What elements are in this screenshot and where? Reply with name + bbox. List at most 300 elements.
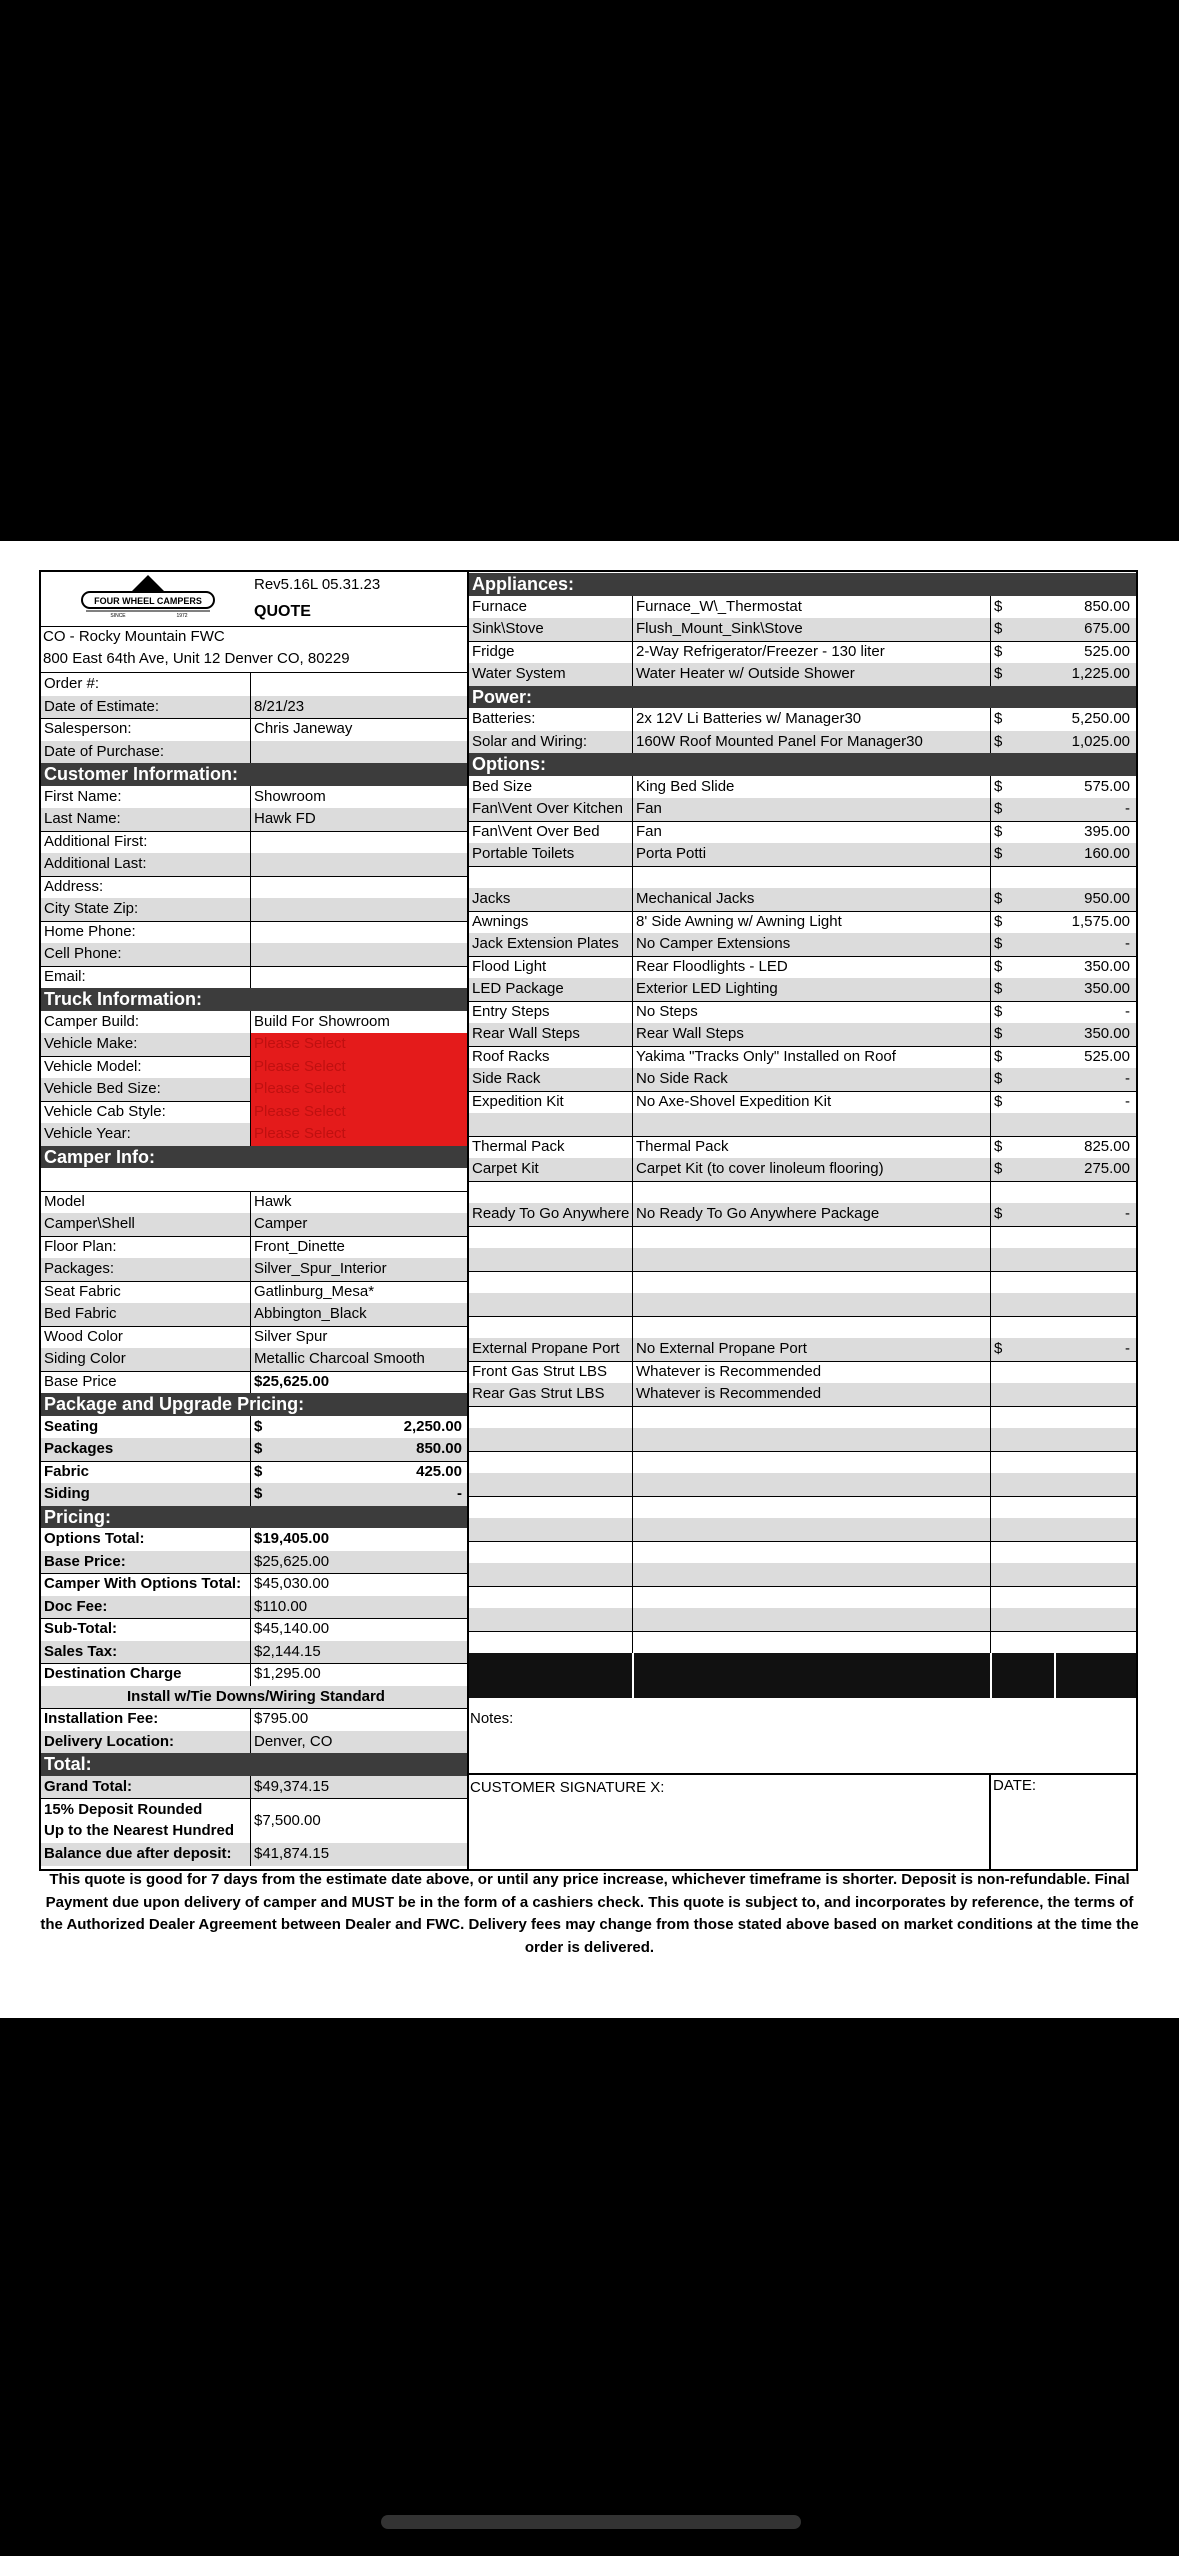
power-header: Power: — [469, 686, 1136, 709]
option-value — [632, 1293, 990, 1316]
option-row — [469, 1496, 1136, 1519]
option-currency — [990, 1563, 1054, 1586]
camper-row — [41, 1281, 468, 1304]
option-row — [469, 1406, 1136, 1429]
row-value: $2,144.15 — [250, 1641, 468, 1664]
option-row — [469, 1473, 1136, 1496]
row-label: Grand Total: — [44, 1777, 133, 1795]
truck-row — [41, 1011, 468, 1034]
option-row — [469, 1158, 1136, 1181]
row-currency: $ — [250, 1438, 310, 1461]
option-label: Front Gas Strut LBS — [472, 1362, 608, 1380]
option-amount: 1,575.00 — [1071, 912, 1130, 930]
option-value: Thermal Pack — [632, 1136, 990, 1159]
option-row — [469, 1113, 1136, 1136]
option-amount — [1054, 1541, 1136, 1564]
row-value: Please Select — [250, 1033, 468, 1056]
pricing-row — [41, 1618, 468, 1641]
option-currency — [990, 1383, 1054, 1406]
row-label: Camper\Shell — [44, 1215, 135, 1232]
option-value: 2x 12V Li Batteries w/ Manager30 — [632, 708, 990, 731]
option-currency — [990, 1631, 1054, 1654]
option-row — [469, 1428, 1136, 1451]
option-currency: $ — [990, 663, 1054, 686]
option-value: Carpet Kit (to cover linoleum flooring) — [632, 1158, 990, 1181]
option-currency — [990, 1316, 1054, 1339]
date-label: DATE: — [993, 1777, 1037, 1794]
dark-bar — [469, 1653, 1136, 1676]
option-amount — [1054, 1406, 1136, 1429]
option-value — [632, 1586, 990, 1609]
appliance-row — [469, 596, 1136, 619]
option-amount — [1054, 1293, 1136, 1316]
truck-row — [41, 1056, 468, 1079]
install-row — [41, 1708, 468, 1731]
option-label: Roof Racks — [472, 1047, 550, 1065]
pricing-row — [41, 1663, 468, 1686]
row-value: $25,625.00 — [250, 1371, 468, 1394]
option-currency: $ — [990, 1136, 1054, 1159]
option-currency: $ — [990, 933, 1054, 956]
dealer-name: CO - Rocky Mountain FWC — [43, 628, 225, 645]
option-label — [469, 1541, 632, 1564]
option-value: Exterior LED Lighting — [632, 978, 990, 1001]
option-row — [469, 1608, 1136, 1631]
row-label: Vehicle Model: — [44, 1057, 142, 1075]
option-amount — [1054, 1383, 1136, 1406]
option-value — [632, 866, 990, 889]
option-currency: $ — [990, 596, 1054, 619]
option-currency: $ — [990, 1001, 1054, 1024]
option-value — [632, 1316, 990, 1339]
row-label: Bed Fabric — [44, 1305, 117, 1322]
option-label — [469, 1226, 632, 1249]
option-label — [469, 1563, 632, 1586]
option-label: Rear Wall Steps — [472, 1025, 580, 1042]
deposit-label-line-1: 15% Deposit Rounded — [44, 1801, 203, 1818]
appliances-header: Appliances: — [469, 573, 1136, 596]
option-amount — [1054, 1496, 1136, 1519]
option-currency — [990, 1428, 1054, 1451]
option-label — [469, 1518, 632, 1541]
row-label: Camper Build: — [44, 1012, 140, 1030]
row-value: Please Select — [250, 1078, 468, 1101]
option-currency: $ — [990, 1203, 1054, 1226]
option-amount — [1054, 1361, 1136, 1384]
option-row — [469, 1248, 1136, 1271]
row-amount: 425.00 — [416, 1462, 462, 1480]
truck-row — [41, 1123, 468, 1146]
option-row — [469, 1001, 1136, 1024]
option-amount — [1054, 1248, 1136, 1271]
option-row — [469, 1338, 1136, 1361]
option-value: Porta Potti — [632, 843, 990, 866]
option-label — [469, 1271, 632, 1294]
option-amount — [1054, 1631, 1136, 1654]
camper-row — [41, 1348, 468, 1371]
option-currency — [990, 1361, 1054, 1384]
option-row — [469, 1226, 1136, 1249]
option-amount — [1054, 1608, 1136, 1631]
option-row — [469, 1091, 1136, 1114]
grand-total-row — [41, 1776, 468, 1799]
svg-text:SINCE: SINCE — [110, 613, 126, 619]
row-label: Doc Fee: — [44, 1597, 108, 1615]
option-amount — [1054, 1428, 1136, 1451]
option-amount: - — [1125, 1340, 1130, 1357]
option-label — [469, 1248, 632, 1271]
option-currency: $ — [990, 1023, 1054, 1046]
option-currency: $ — [990, 776, 1054, 799]
option-amount: 525.00 — [1084, 642, 1130, 660]
row-label: Vehicle Year: — [44, 1125, 131, 1142]
pricing-row — [41, 1573, 468, 1596]
install-note-row — [41, 1686, 468, 1709]
row-label: Vehicle Cab Style: — [44, 1102, 166, 1120]
row-label: Model — [44, 1192, 85, 1210]
row-value: Denver, CO — [250, 1731, 468, 1754]
row-value: Gatlinburg_Mesa* — [250, 1281, 468, 1304]
option-value — [632, 1473, 990, 1496]
option-amount — [1054, 1563, 1136, 1586]
option-label: Portable Toilets — [472, 845, 575, 862]
customer-row — [41, 898, 468, 921]
option-amount: 5,250.00 — [1071, 710, 1130, 727]
row-label: Packages: — [44, 1260, 115, 1277]
option-row — [469, 1361, 1136, 1384]
option-value — [632, 1406, 990, 1429]
option-label: Jacks — [472, 890, 511, 907]
option-row — [469, 1586, 1136, 1609]
row-label: Seating — [44, 1417, 99, 1435]
row-currency: $ — [250, 1416, 310, 1439]
home-indicator[interactable] — [381, 2515, 801, 2529]
option-label — [469, 1113, 632, 1136]
option-amount — [1054, 866, 1136, 889]
deposit-row — [41, 1798, 468, 1843]
option-currency: $ — [990, 731, 1054, 754]
option-amount — [1054, 1518, 1136, 1541]
option-value: Yakima "Tracks Only" Installed on Roof — [632, 1046, 990, 1069]
total-header: Total: — [41, 1753, 468, 1776]
option-value: No Ready To Go Anywhere Package — [632, 1203, 990, 1226]
option-row — [469, 1271, 1136, 1294]
option-label — [469, 1316, 632, 1339]
option-value: No Side Rack — [632, 1068, 990, 1091]
option-currency — [990, 1608, 1054, 1631]
option-amount: 850.00 — [1084, 597, 1130, 615]
row-value: Metallic Charcoal Smooth — [250, 1348, 468, 1371]
option-currency: $ — [990, 843, 1054, 866]
row-label: Vehicle Make: — [44, 1035, 138, 1052]
option-label: Fan\Vent Over Kitchen — [472, 800, 623, 817]
option-row — [469, 956, 1136, 979]
customer-row — [41, 831, 468, 854]
option-amount — [1054, 1473, 1136, 1496]
customer-row — [41, 943, 468, 966]
pricing-header: Pricing: — [41, 1506, 468, 1529]
row-value — [250, 966, 468, 989]
option-row — [469, 1541, 1136, 1564]
option-currency — [990, 1226, 1054, 1249]
option-label: Sink\Stove — [472, 620, 544, 637]
option-currency — [990, 1473, 1054, 1496]
option-currency: $ — [990, 1068, 1054, 1091]
row-value — [250, 853, 468, 876]
option-amount: 395.00 — [1084, 822, 1130, 840]
option-label: Rear Gas Strut LBS — [472, 1385, 605, 1402]
row-label: Balance due after deposit: — [44, 1845, 232, 1862]
customer-row — [41, 808, 468, 831]
row-label: Base Price: — [44, 1552, 126, 1570]
appliance-row — [469, 663, 1136, 686]
option-currency: $ — [990, 1046, 1054, 1069]
option-value: Whatever is Recommended — [632, 1361, 990, 1384]
row-label: Camper With Options Total: — [44, 1575, 242, 1592]
option-label — [469, 1608, 632, 1631]
dark-bar — [469, 1676, 1136, 1699]
truck-row — [41, 1033, 468, 1056]
row-label: Date of Purchase: — [44, 742, 165, 760]
row-value: Build For Showroom — [250, 1011, 468, 1034]
row-value: $110.00 — [250, 1596, 468, 1619]
row-label: Sales Tax: — [44, 1642, 118, 1660]
option-value: Fan — [632, 821, 990, 844]
option-label: Batteries: — [472, 710, 536, 727]
option-label — [469, 1496, 632, 1519]
option-label: Entry Steps — [472, 1002, 550, 1020]
option-label — [469, 866, 632, 889]
customer-row — [41, 876, 468, 899]
option-amount: 350.00 — [1084, 1025, 1130, 1042]
option-amount: 275.00 — [1084, 1160, 1130, 1177]
customer-signature-label: CUSTOMER SIGNATURE X: — [470, 1779, 665, 1796]
install-note: Install w/Tie Downs/Wiring Standard — [127, 1687, 385, 1705]
row-label: Base Price — [44, 1372, 117, 1390]
option-label — [469, 1293, 632, 1316]
upgrade-row — [41, 1416, 468, 1439]
option-currency — [990, 1541, 1054, 1564]
row-value — [250, 876, 468, 899]
option-value — [632, 1181, 990, 1204]
row-value: Showroom — [250, 786, 468, 809]
svg-text:1972: 1972 — [176, 613, 188, 619]
option-label: External Propane Port — [472, 1340, 620, 1357]
option-label — [469, 1451, 632, 1474]
option-label: Expedition Kit — [472, 1092, 564, 1110]
truck-row — [41, 1101, 468, 1124]
option-currency: $ — [990, 1091, 1054, 1114]
option-amount: - — [1125, 1002, 1130, 1020]
balance-value: $41,874.15 — [250, 1843, 468, 1866]
row-value: Silver_Spur_Interior — [250, 1258, 468, 1281]
camper-row — [41, 1258, 468, 1281]
option-label: Furnace — [472, 597, 528, 615]
option-currency: $ — [990, 1158, 1054, 1181]
option-amount — [1054, 1181, 1136, 1204]
option-label: Awnings — [472, 912, 529, 930]
option-label — [469, 1631, 632, 1654]
option-amount — [1054, 1113, 1136, 1136]
option-amount: 1,225.00 — [1071, 665, 1130, 682]
option-currency: $ — [990, 618, 1054, 641]
option-value: No Steps — [632, 1001, 990, 1024]
option-value: No Camper Extensions — [632, 933, 990, 956]
camper-row — [41, 1371, 468, 1394]
option-value — [632, 1248, 990, 1271]
customer-row — [41, 966, 468, 989]
option-value: No Axe-Shovel Expedition Kit — [632, 1091, 990, 1114]
row-amount: - — [457, 1485, 462, 1502]
option-row — [469, 911, 1136, 934]
option-currency — [990, 866, 1054, 889]
option-amount — [1054, 1271, 1136, 1294]
row-value — [250, 898, 468, 921]
option-row — [469, 776, 1136, 799]
deposit-value: $7,500.00 — [250, 1798, 468, 1843]
row-label: Seat Fabric — [44, 1282, 121, 1300]
row-value: Silver Spur — [250, 1326, 468, 1349]
row-label: Last Name: — [44, 810, 121, 827]
option-value — [632, 1271, 990, 1294]
option-row — [469, 1383, 1136, 1406]
truck-info-header: Truck Information: — [41, 988, 468, 1011]
pricing-row — [41, 1596, 468, 1619]
option-currency — [990, 1518, 1054, 1541]
four-wheel-campers-logo — [78, 573, 218, 619]
option-row — [469, 1518, 1136, 1541]
blank-row — [41, 1168, 468, 1191]
row-value: Hawk FD — [250, 808, 468, 831]
row-label: Floor Plan: — [44, 1237, 117, 1255]
power-row — [469, 708, 1136, 731]
row-label: Home Phone: — [44, 922, 136, 940]
row-value — [250, 673, 468, 696]
option-currency — [990, 1113, 1054, 1136]
option-amount — [1054, 1586, 1136, 1609]
row-value — [250, 831, 468, 854]
revision-label: Rev5.16L 05.31.23 — [254, 576, 381, 593]
row-label: Packages — [44, 1440, 114, 1457]
row-label: Order #: — [44, 675, 100, 692]
pricing-row — [41, 1641, 468, 1664]
row-value: $45,030.00 — [250, 1573, 468, 1596]
option-currency — [990, 1451, 1054, 1474]
option-currency: $ — [990, 978, 1054, 1001]
option-amount — [1054, 1451, 1136, 1474]
row-value — [250, 741, 468, 764]
option-value — [632, 1451, 990, 1474]
option-value — [632, 1226, 990, 1249]
row-value: Front_Dinette — [250, 1236, 468, 1259]
grand-total-value: $49,374.15 — [250, 1776, 468, 1799]
option-amount: 160.00 — [1084, 845, 1130, 862]
row-value: Please Select — [250, 1123, 468, 1146]
option-row — [469, 1023, 1136, 1046]
option-amount: 350.00 — [1084, 980, 1130, 997]
row-label: Installation Fee: — [44, 1710, 159, 1727]
option-value: Mechanical Jacks — [632, 888, 990, 911]
option-value — [632, 1496, 990, 1519]
row-value: $45,140.00 — [250, 1618, 468, 1641]
truck-row — [41, 1078, 468, 1101]
row-value: Camper — [250, 1213, 468, 1236]
option-amount: - — [1125, 800, 1130, 817]
balance-row — [41, 1843, 468, 1866]
info-row — [41, 696, 468, 719]
option-currency — [990, 1248, 1054, 1271]
option-row — [469, 978, 1136, 1001]
option-label: Jack Extension Plates — [472, 935, 619, 952]
option-label: Solar and Wiring: — [472, 732, 588, 750]
option-row — [469, 933, 1136, 956]
logo-text: FOUR WHEEL CAMPERS — [94, 596, 202, 606]
row-label: Options Total: — [44, 1530, 145, 1547]
option-value: Whatever is Recommended — [632, 1383, 990, 1406]
row-label: City State Zip: — [44, 900, 139, 917]
option-row — [469, 1203, 1136, 1226]
row-label: Additional Last: — [44, 855, 147, 872]
option-currency — [990, 1293, 1054, 1316]
option-row — [469, 1563, 1136, 1586]
customer-row — [41, 921, 468, 944]
option-currency — [990, 1586, 1054, 1609]
option-label: Side Rack — [472, 1070, 541, 1087]
option-amount — [1054, 1226, 1136, 1249]
option-currency: $ — [990, 911, 1054, 934]
option-row — [469, 1068, 1136, 1091]
camper-row — [41, 1326, 468, 1349]
row-value: Abbington_Black — [250, 1303, 468, 1326]
option-value — [632, 1608, 990, 1631]
option-currency — [990, 1496, 1054, 1519]
option-label: Water System — [472, 665, 566, 682]
option-value: Furnace_W\_Thermostat — [632, 596, 990, 619]
row-currency: $ — [250, 1483, 310, 1506]
row-label: Vehicle Bed Size: — [44, 1080, 161, 1097]
option-amount: - — [1125, 935, 1130, 952]
option-label: Flood Light — [472, 957, 547, 975]
info-row — [41, 741, 468, 764]
customer-row — [41, 853, 468, 876]
option-label: Thermal Pack — [472, 1137, 565, 1155]
option-row — [469, 1136, 1136, 1159]
option-row — [469, 821, 1136, 844]
upgrade-row — [41, 1438, 468, 1461]
option-currency — [990, 1181, 1054, 1204]
option-row — [469, 866, 1136, 889]
option-currency: $ — [990, 798, 1054, 821]
row-label: Delivery Location: — [44, 1732, 175, 1750]
install-row — [41, 1731, 468, 1754]
quote-title: QUOTE — [254, 603, 311, 620]
info-row — [41, 673, 468, 696]
customer-info-header: Customer Information: — [41, 763, 468, 786]
camper-row — [41, 1303, 468, 1326]
row-label: Additional First: — [44, 832, 148, 850]
row-label: Salesperson: — [44, 720, 132, 737]
option-value: 160W Roof Mounted Panel For Manager30 — [632, 731, 990, 754]
upgrade-pricing-header: Package and Upgrade Pricing: — [41, 1393, 468, 1416]
row-label: Date of Estimate: — [44, 697, 160, 715]
option-amount: - — [1125, 1205, 1130, 1222]
option-label: Bed Size — [472, 777, 533, 795]
option-label: Fan\Vent Over Bed — [472, 822, 600, 840]
option-currency: $ — [990, 821, 1054, 844]
option-currency — [990, 1406, 1054, 1429]
deposit-label — [41, 1798, 250, 1843]
option-value: Rear Wall Steps — [632, 1023, 990, 1046]
